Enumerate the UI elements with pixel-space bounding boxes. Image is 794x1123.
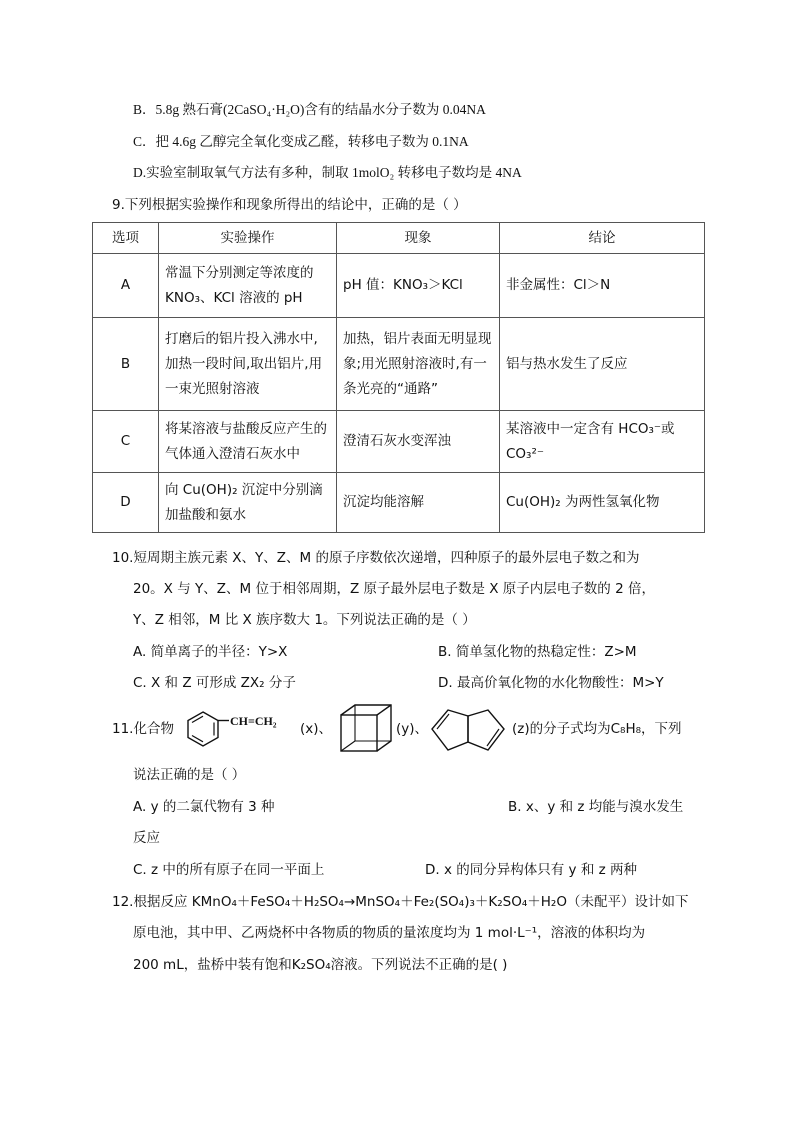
q11-option-a: A. y 的二氯代物有 3 种 bbox=[133, 799, 275, 815]
row-operation: 向 Cu(OH)₂ 沉淀中分别滴加盐酸和氨水 bbox=[159, 473, 337, 533]
q11-option-b-continued: 反应 bbox=[133, 830, 160, 846]
row-operation: 常温下分别测定等浓度的KNO₃、KCl 溶液的 pH bbox=[159, 254, 337, 318]
row-phenomenon: 沉淀均能溶解 bbox=[337, 473, 500, 533]
q10-option-a: A. 简单离子的半径：Y>X bbox=[133, 644, 288, 660]
header-option: 选项 bbox=[93, 223, 159, 254]
q12-stem-line2: 原电池，其中甲、乙两烧杯中各物质的物质的量浓度均为 1 mol·L⁻¹，溶液的体积均为 bbox=[133, 925, 646, 941]
q10-option-c: C. X 和 Z 可形成 ZX₂ 分子 bbox=[133, 675, 296, 691]
q10-stem-line2: 20。X 与 Y、Z、M 位于相邻周期，Z 原子最外层电子数是 X 原子内层电子数的 2 倍， bbox=[133, 581, 655, 597]
q11-stem-line2: 说法正确的是（ ） bbox=[133, 767, 246, 783]
q10-option-b: B. 简单氢化物的热稳定性：Z>M bbox=[438, 644, 637, 660]
row-option: D bbox=[93, 473, 159, 533]
table-header-row bbox=[93, 223, 705, 254]
row-phenomenon: pH 值：KNO₃＞KCl bbox=[337, 254, 500, 318]
row-conclusion: Cu(OH)₂ 为两性氢氧化物 bbox=[500, 473, 705, 533]
q8-option-b: B．5.8g 熟石膏(2CaSO₄·H₂O)含有的结晶水分子数为 0.04NA bbox=[133, 102, 486, 117]
row-option: B bbox=[93, 318, 159, 411]
q10-stem-line3: Y、Z 相邻，M 比 X 族序数大 1。下列说法正确的是（ ） bbox=[133, 612, 476, 628]
table-row bbox=[93, 254, 705, 318]
q11-option-d: D. x 的同分异构体只有 y 和 z 两种 bbox=[425, 862, 637, 878]
q10-option-d: D. 最高价氧化物的水化物酸性：M>Y bbox=[438, 675, 664, 691]
q9-stem: 9.下列根据实验操作和现象所得出的结论中，正确的是（ ） bbox=[112, 197, 467, 213]
q11-option-b: B. x、y 和 z 均能与溴水发生 bbox=[508, 799, 684, 815]
table-row bbox=[93, 318, 705, 411]
table-row bbox=[93, 411, 705, 473]
row-option: A bbox=[93, 254, 159, 318]
vinyl-label: CH=CH₂ bbox=[230, 714, 277, 728]
q11-prefix: 11.化合物 bbox=[112, 721, 174, 737]
q10-stem-line1: 10.短周期主族元素 X、Y、Z、M 的原子序数依次递增，四种原子的最外层电子数之和为 bbox=[112, 550, 640, 566]
row-option: C bbox=[93, 411, 159, 473]
header-conclusion: 结论 bbox=[500, 223, 705, 254]
header-phenomenon: 现象 bbox=[337, 223, 500, 254]
styrene-structure-icon bbox=[183, 708, 293, 750]
pentalene-structure-icon bbox=[428, 708, 512, 752]
q11-stem-end: (z)的分子式均为C₈H₈，下列 bbox=[512, 721, 682, 737]
row-conclusion: 非金属性：Cl＞N bbox=[500, 254, 705, 318]
row-operation: 将某溶液与盐酸反应产生的气体通入澄清石灰水中 bbox=[159, 411, 337, 473]
q8-option-d: D.实验室制取氧气方法有多种，制取 1molO₂ 转移电子数均是 4NA bbox=[133, 165, 522, 180]
header-operation: 实验操作 bbox=[159, 223, 337, 254]
q9-experiment-table bbox=[92, 222, 705, 533]
q11-label-x: (x)、 bbox=[300, 721, 333, 737]
cubane-structure-icon bbox=[338, 702, 394, 756]
row-conclusion: 某溶液中一定含有 HCO₃⁻或 CO₃²⁻ bbox=[500, 411, 705, 473]
q12-stem-line3: 200 mL，盐桥中装有饱和K₂SO₄溶液。下列说法不正确的是( ) bbox=[133, 957, 508, 973]
q8-option-c: C．把 4.6g 乙醇完全氧化变成乙醛，转移电子数为 0.1NA bbox=[133, 134, 469, 149]
table-row bbox=[93, 473, 705, 533]
q11-option-c: C. z 中的所有原子在同一平面上 bbox=[133, 862, 325, 878]
q11-label-y: (y)、 bbox=[396, 721, 429, 737]
row-operation: 打磨后的铝片投入沸水中,加热一段时间,取出铝片,用一束光照射溶液 bbox=[159, 318, 337, 411]
row-conclusion: 铝与热水发生了反应 bbox=[500, 318, 705, 411]
row-phenomenon: 澄清石灰水变浑浊 bbox=[337, 411, 500, 473]
row-phenomenon: 加热，铝片表面无明显现象;用光照射溶液时,有一条光亮的“通路” bbox=[337, 318, 500, 411]
q12-stem-line1: 12.根据反应 KMnO₄＋FeSO₄＋H₂SO₄→MnSO₄＋Fe₂(SO₄)₃＋K₂SO₄＋H₂O（未配平）设计如下 bbox=[112, 894, 689, 910]
